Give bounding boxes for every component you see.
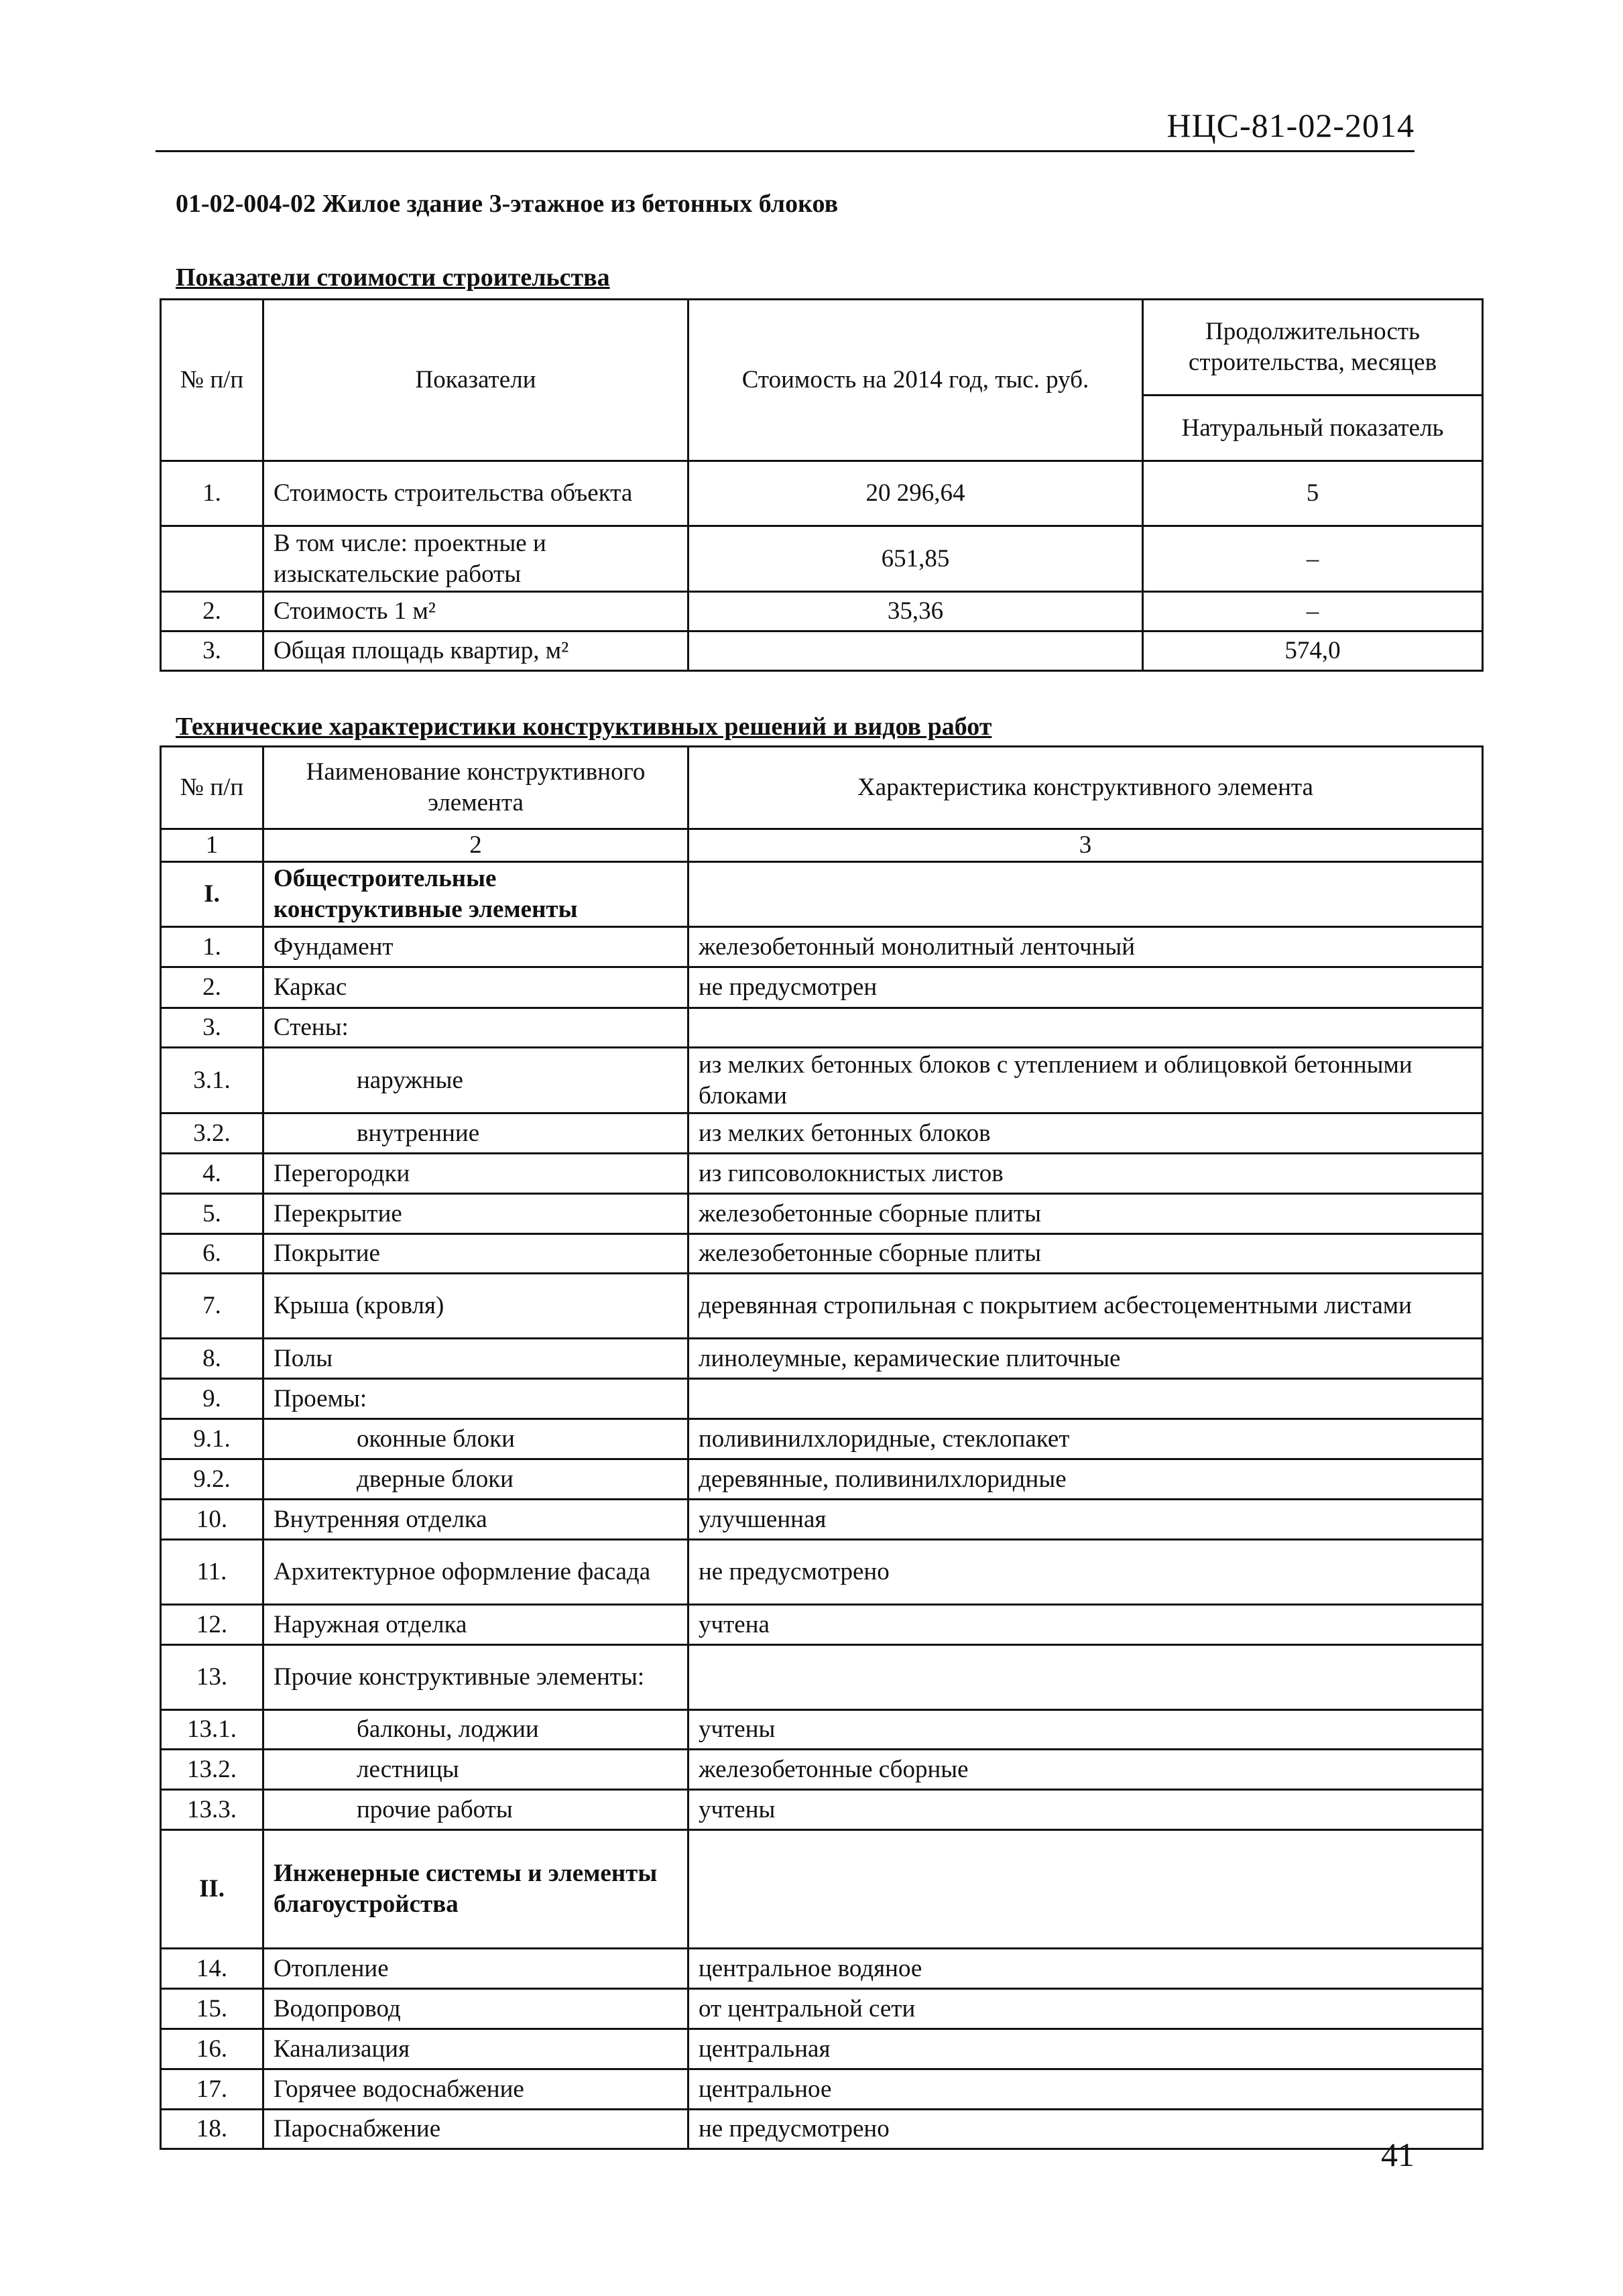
table-row (161, 1459, 1483, 1500)
element-name: Водопровод (263, 1989, 688, 2029)
element-name: Перегородки (263, 1154, 688, 1194)
element-description: улучшенная (688, 1500, 1483, 1540)
element-description: железобетонные сборные (688, 1750, 1483, 1790)
element-name: Покрытие (263, 1234, 688, 1274)
row-number: 2. (161, 592, 263, 631)
row-number: 13.3. (161, 1790, 263, 1830)
table-row (161, 631, 1483, 671)
element-name: Внутренняя отделка (263, 1500, 688, 1540)
row-number: 1. (161, 927, 263, 967)
row-number: 6. (161, 1234, 263, 1274)
table-row (161, 1008, 1483, 1048)
element-name: дверные блоки (263, 1459, 688, 1500)
cost-header-cost: Стоимость на 2014 год, тыс. руб. (688, 300, 1143, 461)
cost-header-indicator: Показатели (263, 300, 688, 461)
element-description: из мелких бетонных блоков (688, 1113, 1483, 1154)
element-description: не предусмотрено (688, 2110, 1483, 2149)
element-description: деревянные, поливинилхлоридные (688, 1459, 1483, 1500)
document-code: НЦС-81-02-2014 (1166, 107, 1415, 144)
row-number: 9.2. (161, 1459, 263, 1500)
table-row (161, 1949, 1483, 1989)
element-name: Крыша (кровля) (263, 1274, 688, 1339)
element-description: не предусмотрено (688, 1540, 1483, 1605)
element-name: Проемы: (263, 1379, 688, 1419)
natural-value: 574,0 (1143, 631, 1483, 671)
table-row (161, 1274, 1483, 1339)
table-row (161, 1605, 1483, 1645)
row-number: 11. (161, 1540, 263, 1605)
row-number: 13.1. (161, 1710, 263, 1750)
table-row (161, 1500, 1483, 1540)
table-row (161, 1750, 1483, 1790)
row-number: II. (161, 1830, 263, 1949)
row-number: 15. (161, 1989, 263, 2029)
element-description: деревянная стропильная с покрытием асбестоцементными листами (688, 1274, 1483, 1339)
cost-value (688, 631, 1143, 671)
table-row (161, 1154, 1483, 1194)
cost-header-num: № п/п (161, 300, 263, 461)
table-row (161, 592, 1483, 631)
table-row (161, 1234, 1483, 1274)
element-description: из гипсоволокнистых листов (688, 1154, 1483, 1194)
section-row (161, 1830, 1483, 1949)
table-row (161, 967, 1483, 1008)
indicator-name: Общая площадь квартир, м² (263, 631, 688, 671)
table-row (161, 1379, 1483, 1419)
element-name: лестницы (263, 1750, 688, 1790)
tech-header-desc: Характеристика конструктивного элемента (688, 747, 1483, 829)
table-row (161, 2110, 1483, 2149)
element-name: Общестроительные конструктивные элементы (263, 862, 688, 927)
table-row (161, 2069, 1483, 2110)
element-description: железобетонные сборные плиты (688, 1234, 1483, 1274)
element-description: из мелких бетонных блоков с утеплением и облицовкой бетонными блоками (688, 1048, 1483, 1113)
table-row (161, 1194, 1483, 1234)
row-number: 3.1. (161, 1048, 263, 1113)
element-description: не предусмотрен (688, 967, 1483, 1008)
element-description: центральное (688, 2069, 1483, 2110)
element-description (688, 1379, 1483, 1419)
row-number: 5. (161, 1194, 263, 1234)
cost-header-natural: Натуральный показатель (1143, 396, 1483, 461)
duration-value: – (1143, 592, 1483, 631)
tech-section-title: Технические характеристики конструктивных решений и видов работ (176, 713, 992, 741)
table-row (161, 1339, 1483, 1379)
element-description: центральная (688, 2029, 1483, 2069)
element-name: Стены: (263, 1008, 688, 1048)
duration-value: 5 (1143, 461, 1483, 526)
row-number: 3. (161, 1008, 263, 1048)
element-name: Канализация (263, 2029, 688, 2069)
table-row (161, 1419, 1483, 1459)
table-row (161, 461, 1483, 526)
page-number: 41 (1381, 2136, 1415, 2173)
element-name: Наружная отделка (263, 1605, 688, 1645)
cost-value: 35,36 (688, 592, 1143, 631)
table-row (161, 526, 1483, 592)
element-description (688, 1645, 1483, 1710)
row-number: 12. (161, 1605, 263, 1645)
cost-indicators-table (160, 298, 1484, 672)
tech-header-name: Наименование конструктивного элемента (263, 747, 688, 829)
element-name: наружные (263, 1048, 688, 1113)
row-number: 18. (161, 2110, 263, 2149)
element-name: Перекрытие (263, 1194, 688, 1234)
indicator-name: Стоимость 1 м² (263, 592, 688, 631)
cost-value: 651,85 (688, 526, 1143, 592)
row-number: 4. (161, 1154, 263, 1194)
element-description: центральное водяное (688, 1949, 1483, 1989)
element-name: Каркас (263, 967, 688, 1008)
row-number: 10. (161, 1500, 263, 1540)
table-row (161, 1645, 1483, 1710)
element-name: Прочие конструктивные элементы: (263, 1645, 688, 1710)
element-description (688, 1830, 1483, 1949)
row-number: 3.2. (161, 1113, 263, 1154)
table-row (161, 1989, 1483, 2029)
element-name: прочие работы (263, 1790, 688, 1830)
duration-value: – (1143, 526, 1483, 592)
column-number: 2 (263, 829, 688, 862)
table-row (161, 927, 1483, 967)
element-name: Отопление (263, 1949, 688, 1989)
section-row (161, 862, 1483, 927)
row-number: 17. (161, 2069, 263, 2110)
element-description (688, 862, 1483, 927)
table-row (161, 1113, 1483, 1154)
row-number: 14. (161, 1949, 263, 1989)
row-number: 13.2. (161, 1750, 263, 1790)
row-number: 16. (161, 2029, 263, 2069)
row-number: 8. (161, 1339, 263, 1379)
column-number: 3 (688, 829, 1483, 862)
technical-characteristics-table (160, 745, 1484, 2150)
element-name: балконы, лоджии (263, 1710, 688, 1750)
row-number: 3. (161, 631, 263, 671)
row-number: 9.1. (161, 1419, 263, 1459)
table-row (161, 1048, 1483, 1113)
element-description: железобетонные сборные плиты (688, 1194, 1483, 1234)
row-number: 2. (161, 967, 263, 1008)
row-number: 13. (161, 1645, 263, 1710)
header-divider (156, 150, 1415, 152)
row-number: 1. (161, 461, 263, 526)
tech-header-num: № п/п (161, 747, 263, 829)
element-description: линолеумные, керамические плиточные (688, 1339, 1483, 1379)
element-name: Фундамент (263, 927, 688, 967)
indicator-name: Стоимость строительства объекта (263, 461, 688, 526)
element-description: от центральной сети (688, 1989, 1483, 2029)
element-name: Пароснабжение (263, 2110, 688, 2149)
cost-header-duration: Продолжительность строительства, месяцев (1143, 300, 1483, 396)
element-name: Горячее водоснабжение (263, 2069, 688, 2110)
row-number: I. (161, 862, 263, 927)
element-description: учтена (688, 1605, 1483, 1645)
indicator-name: В том числе: проектные и изыскательские работы (263, 526, 688, 592)
cost-section-title: Показатели стоимости строительства (176, 263, 610, 292)
element-name: Полы (263, 1339, 688, 1379)
cost-value: 20 296,64 (688, 461, 1143, 526)
row-number: 7. (161, 1274, 263, 1339)
element-description: поливинилхлоридные, стеклопакет (688, 1419, 1483, 1459)
element-name: Инженерные системы и элементы благоустройства (263, 1830, 688, 1949)
table-row (161, 1710, 1483, 1750)
element-name: оконные блоки (263, 1419, 688, 1459)
document-title: 01-02-004-02 Жилое здание 3-этажное из бетонных блоков (176, 190, 839, 218)
element-description: железобетонный монолитный ленточный (688, 927, 1483, 967)
table-row (161, 1790, 1483, 1830)
row-number: 9. (161, 1379, 263, 1419)
table-row (161, 1540, 1483, 1605)
element-name: внутренние (263, 1113, 688, 1154)
column-number: 1 (161, 829, 263, 862)
row-number (161, 526, 263, 592)
element-description: учтены (688, 1790, 1483, 1830)
element-name: Архитектурное оформление фасада (263, 1540, 688, 1605)
element-description (688, 1008, 1483, 1048)
element-description: учтены (688, 1710, 1483, 1750)
table-row (161, 2029, 1483, 2069)
